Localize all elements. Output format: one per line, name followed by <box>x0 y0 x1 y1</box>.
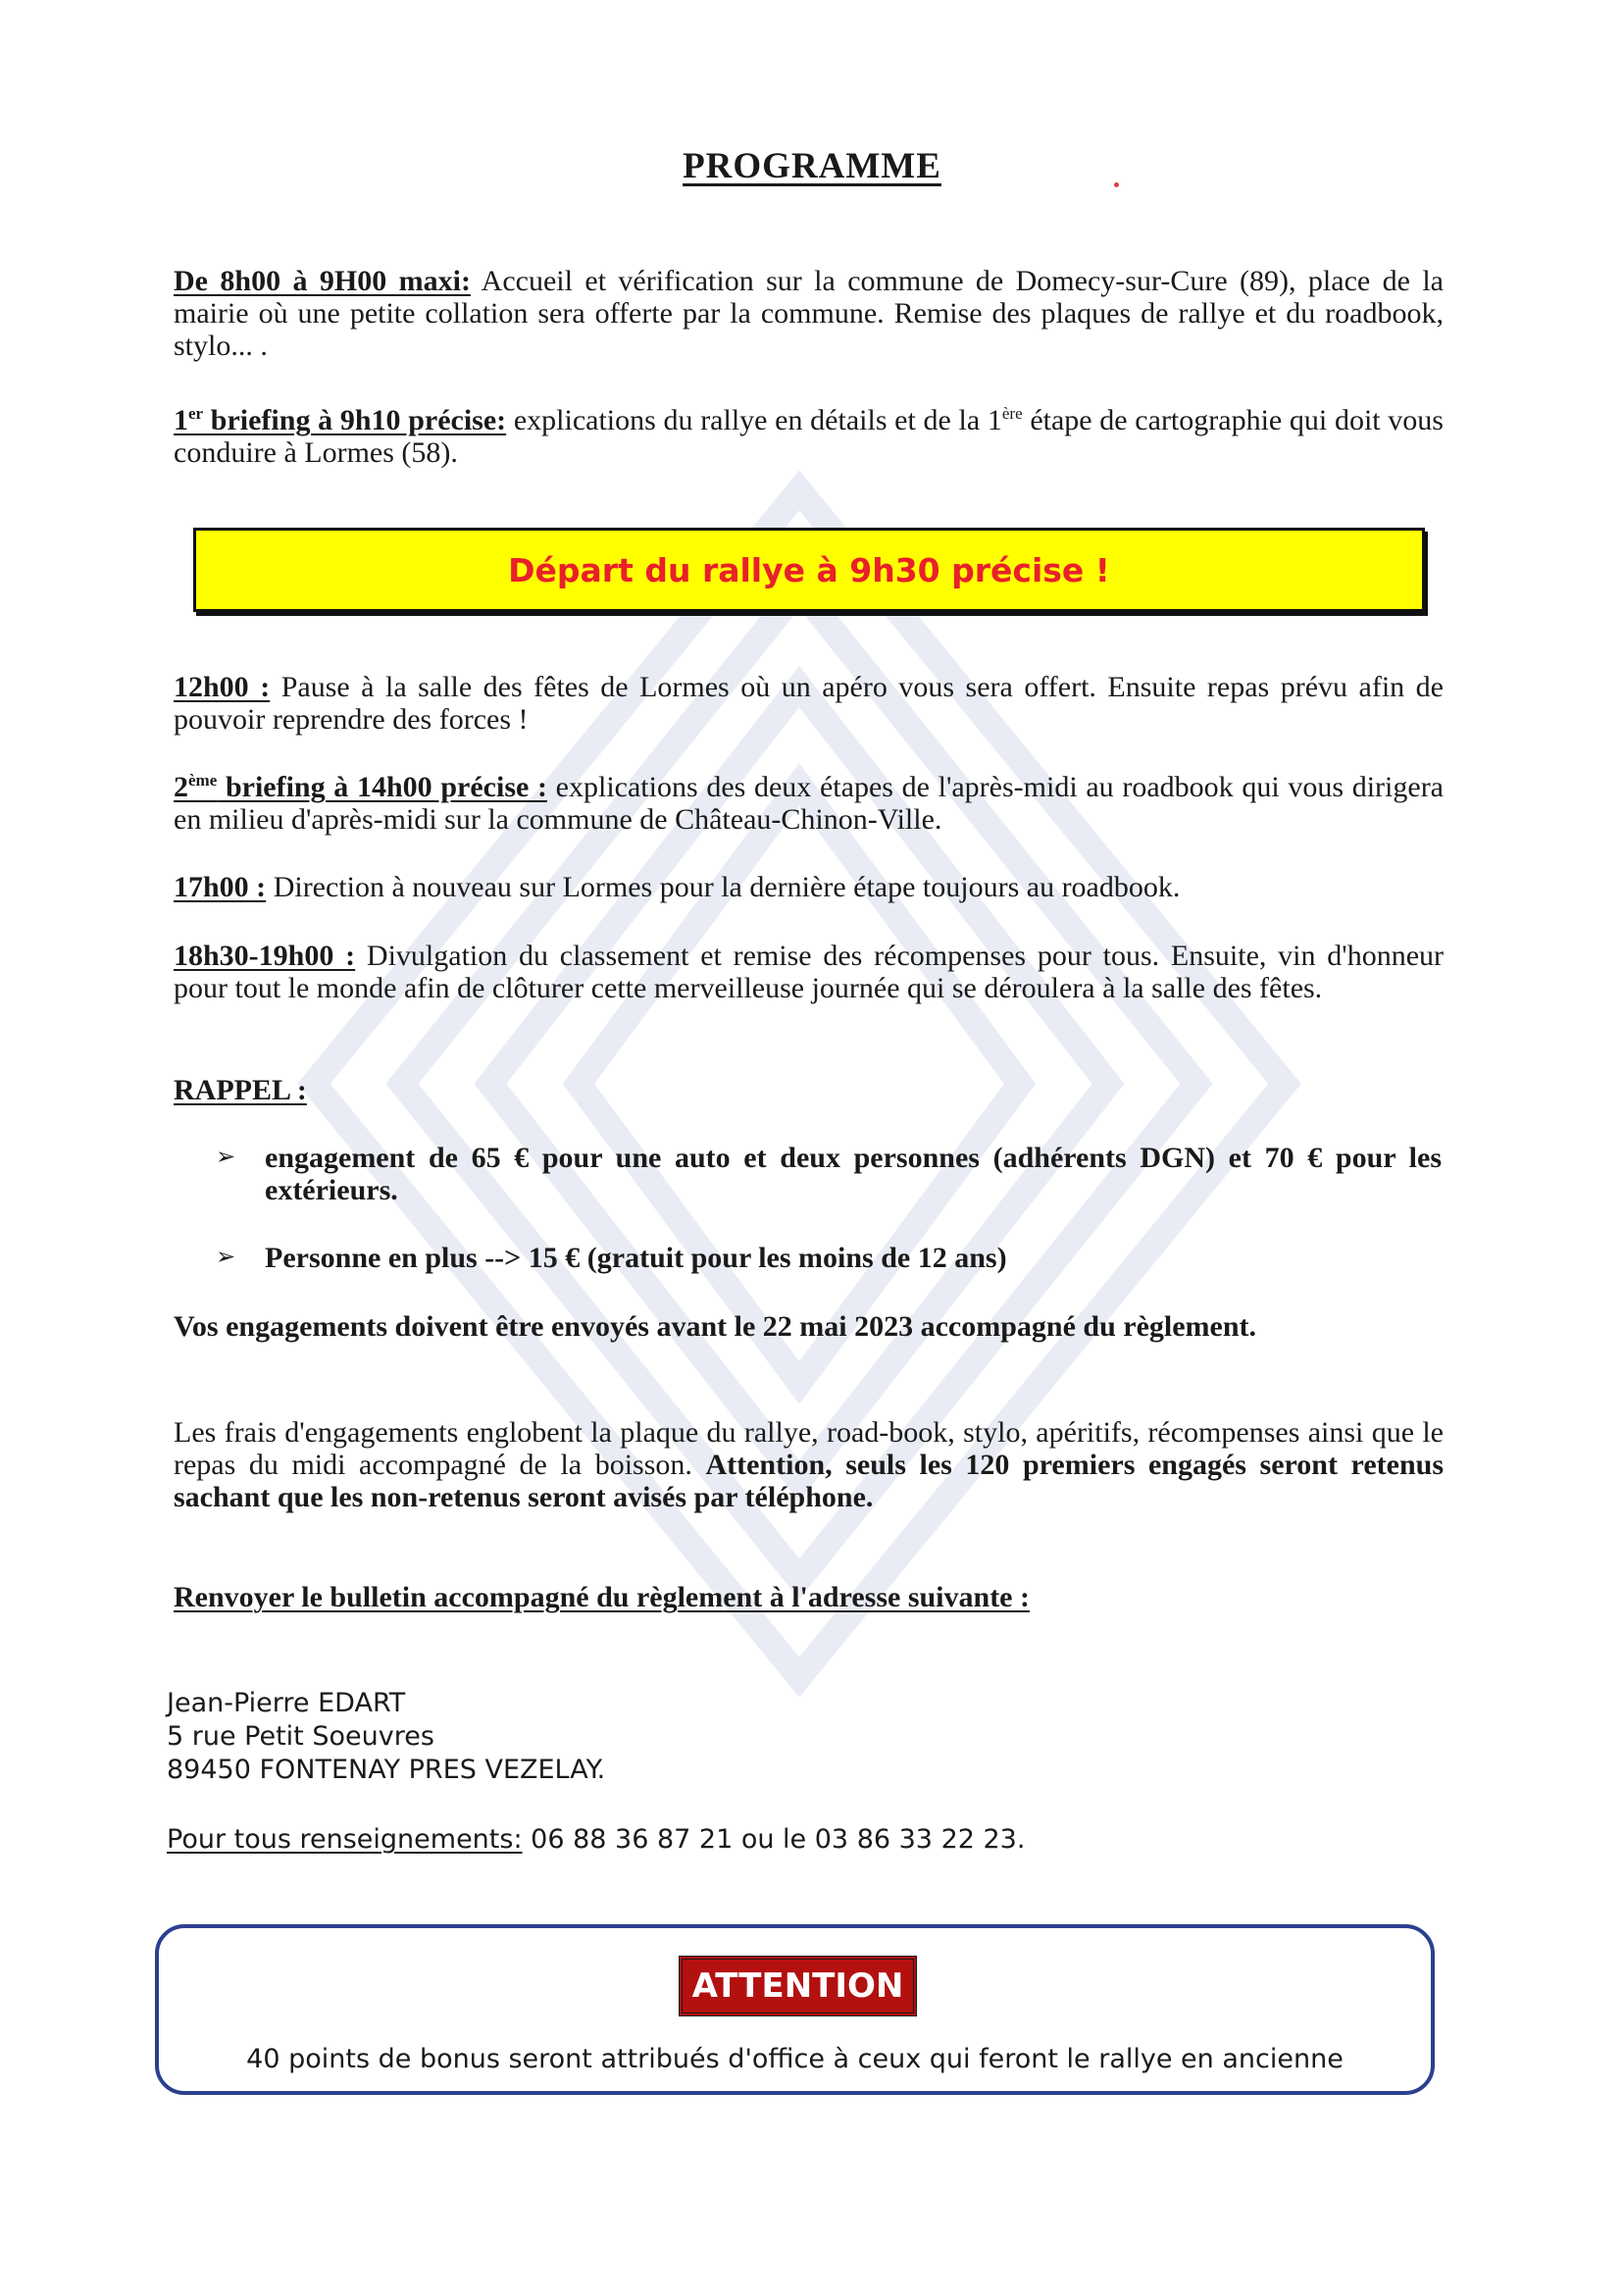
attention-text: 40 points de bonus seront attribués d'office à ceux qui feront le rallye en ancienne <box>246 2044 1344 2074</box>
18h30-text: Divulgation du classement et remise des récompenses pour tous. Ensuite, vin d'honneur pour tout le monde afin de clôturer cette merveilleuse journée qui se déroulera à la salle des fêtes. <box>174 940 1444 1004</box>
paragraph-12h00 <box>174 671 1444 736</box>
briefing-1-text-b: étape de cartographie qui doit vous conduire à Lormes (58). <box>174 404 1444 469</box>
paragraph-briefing-1 <box>174 404 1444 469</box>
bullet-engagement-text: engagement de 65 € pour une auto et deux personnes (adhérents DGN) et 70 € pour les extérieurs. <box>265 1142 1442 1206</box>
time-label-18h30: 18h30-19h00 : <box>174 940 356 972</box>
paragraph-17h00 <box>174 871 1444 903</box>
bullet-engagement <box>216 1142 1442 1206</box>
address-name: Jean-Pierre EDART <box>167 1688 406 1718</box>
rappel-label: RAPPEL : <box>174 1074 307 1106</box>
briefing-1-sup: er <box>188 404 204 423</box>
contact-phones: 06 88 36 87 21 ou le 03 86 33 22 23. <box>522 1824 1026 1855</box>
briefing-1-label-rest: briefing à 9h10 précise: <box>203 404 507 436</box>
attention-badge-text: ATTENTION <box>691 1966 904 2006</box>
bullet-personne-text: Personne en plus --> 15 € (gratuit pour les moins de 12 ans) <box>265 1242 1007 1274</box>
paragraph-briefing-2 <box>174 771 1444 836</box>
bullet-personne <box>216 1242 1442 1274</box>
briefing-2-text: explications des deux étapes de l'après-midi au roadbook qui vous dirigera en milieu d'après-midi sur la commune de Château-Chinon-Ville. <box>174 771 1444 836</box>
briefing-2-sup: ème <box>188 771 218 790</box>
paragraph-18h30 <box>174 940 1444 1004</box>
briefing-1-text-sup: ère <box>1001 404 1023 423</box>
renvoyer-label: Renvoyer le bulletin accompagné du règlement à l'adresse suivante : <box>174 1581 1030 1613</box>
depart-banner-text: Départ du rallye à 9h30 précise ! <box>508 550 1110 589</box>
rappel-heading <box>174 1074 1444 1106</box>
address-street: 5 rue Petit Soeuvres <box>167 1721 434 1752</box>
attention-box <box>155 1924 1435 2095</box>
accueil-text: Accueil et vérification sur la commune de Domecy-sur-Cure (89), place de la mairie où une petite collation sera offerte par la commune. Remise des plaques de rallye et du roadbook, stylo... . <box>174 265 1444 362</box>
17h00-text: Direction à nouveau sur Lormes pour la dernière étape toujours au roadbook. <box>266 871 1181 903</box>
briefing-2-label-rest: briefing à 14h00 précise : <box>217 771 547 803</box>
time-label-briefing-1 <box>174 404 506 436</box>
briefing-1-num: 1 <box>174 404 188 436</box>
renvoyer-heading <box>174 1581 1444 1613</box>
address-city: 89450 FONTENAY PRES VEZELAY. <box>167 1755 606 1785</box>
page-title <box>0 145 1624 187</box>
time-label-briefing-2 <box>174 771 547 803</box>
frais-text: Les frais d'engagements englobent la plaque du rallye, road-book, stylo, apéritifs, récompenses ainsi que le repas du midi accompagné de la boisson. <box>174 1416 1444 1481</box>
contact-label: Pour tous renseignements: <box>167 1824 523 1855</box>
time-label-17h00: 17h00 : <box>174 871 267 903</box>
12h00-text: Pause à la salle des fêtes de Lormes où un apéro vous sera offert. Ensuite repas prévu afin de pouvoir reprendre des forces ! <box>174 671 1444 736</box>
attention-badge <box>679 1956 917 2016</box>
arrow-bullet-icon: ➢ <box>216 1245 236 1270</box>
time-label-12h00: 12h00 : <box>174 671 271 703</box>
paragraph-accueil <box>174 265 1444 362</box>
time-label-accueil: De 8h00 à 9H00 maxi: <box>174 265 471 297</box>
deadline-paragraph: Vos engagements doivent être envoyés avant le 22 mai 2023 accompagné du règlement. <box>174 1310 1257 1343</box>
depart-banner <box>193 528 1425 612</box>
arrow-bullet-icon: ➢ <box>216 1145 236 1170</box>
frais-paragraph <box>174 1416 1444 1513</box>
briefing-1-text-a: explications du rallye en détails et de la 1 <box>506 404 1002 436</box>
page-title-text: PROGRAMME <box>683 146 941 186</box>
contact-line <box>167 1824 1025 1855</box>
briefing-2-num: 2 <box>174 771 188 803</box>
frais-attention-text: Attention, seuls les 120 premiers engagés seront retenus sachant que les non-retenus seront avisés par téléphone. <box>174 1449 1444 1513</box>
